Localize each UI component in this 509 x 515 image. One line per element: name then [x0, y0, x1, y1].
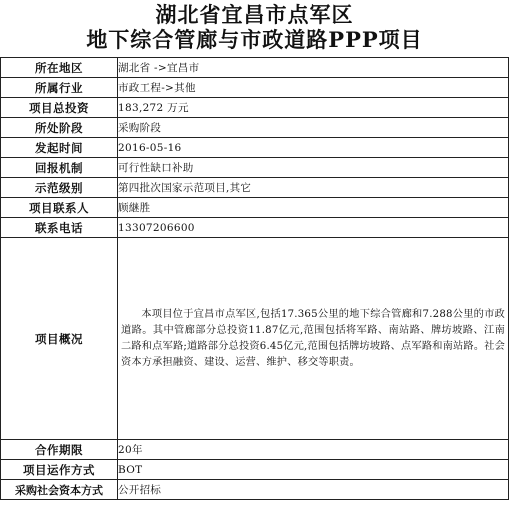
- row-value-return-mechanism: 可行性缺口补助: [118, 158, 509, 178]
- table-row-overview: [1, 238, 509, 440]
- row-label-procurement-method: 采购社会资本方式: [1, 480, 118, 500]
- row-value-start-date: 2016-05-16: [118, 138, 509, 158]
- row-label-region: 所在地区: [1, 58, 118, 78]
- project-info-table: [0, 57, 509, 500]
- table-row: [1, 78, 509, 98]
- table-row: [1, 138, 509, 158]
- row-value-stage: 采购阶段: [118, 118, 509, 138]
- table-row: [1, 460, 509, 480]
- row-label-operation-mode: 项目运作方式: [1, 460, 118, 480]
- row-value-contact-person: 顾継胜: [118, 198, 509, 218]
- title-line-2: 地下综合管廊与市政道路PPP项目: [86, 27, 423, 52]
- table-row: [1, 218, 509, 238]
- row-value-region: 湖北省 ->宜昌市: [118, 58, 509, 78]
- table-row: [1, 198, 509, 218]
- row-value-cooperation-term: 20年: [118, 440, 509, 460]
- row-label-industry: 所属行业: [1, 78, 118, 98]
- row-label-start-date: 发起时间: [1, 138, 118, 158]
- row-label-return-mechanism: 回报机制: [1, 158, 118, 178]
- row-value-operation-mode: BOT: [118, 460, 509, 480]
- table-row: [1, 480, 509, 500]
- row-value-investment: 183,272 万元: [118, 98, 509, 118]
- row-label-phone: 联系电话: [1, 218, 118, 238]
- table-row: [1, 178, 509, 198]
- table-row: [1, 118, 509, 138]
- row-label-demo-level: 示范级别: [1, 178, 118, 198]
- row-value-phone: 13307206600: [118, 218, 509, 238]
- overview-paragraph: 本项目位于宜昌市点军区,包括17.365公里的地下综合管廊和7.288公里的市政道路。其中管廊部分总投资11.87亿元,范围包括将军路、南站路、牌坊坡路、江南二路和点军路;道路部分总投资6.45亿元,范围包括牌坊坡路、点军路和南站路。社会资本方承担融资、建设、运营、维护、移交等职责。: [121, 308, 505, 368]
- table-row: [1, 58, 509, 78]
- row-label-investment: 项目总投资: [1, 98, 118, 118]
- row-label-cooperation-term: 合作期限: [1, 440, 118, 460]
- document-title: [0, 0, 509, 54]
- title-line-1: 湖北省宜昌市点军区: [155, 2, 354, 27]
- row-label-stage: 所处阶段: [1, 118, 118, 138]
- row-value-overview-cell: [118, 238, 509, 440]
- row-value-demo-level: 第四批次国家示范项目,其它: [118, 178, 509, 198]
- table-row: [1, 158, 509, 178]
- row-label-overview: 项目概况: [1, 238, 118, 440]
- row-value-procurement-method: 公开招标: [118, 480, 509, 500]
- table-row: [1, 440, 509, 460]
- table-row: [1, 98, 509, 118]
- row-value-industry: 市政工程->其他: [118, 78, 509, 98]
- row-label-contact-person: 项目联系人: [1, 198, 118, 218]
